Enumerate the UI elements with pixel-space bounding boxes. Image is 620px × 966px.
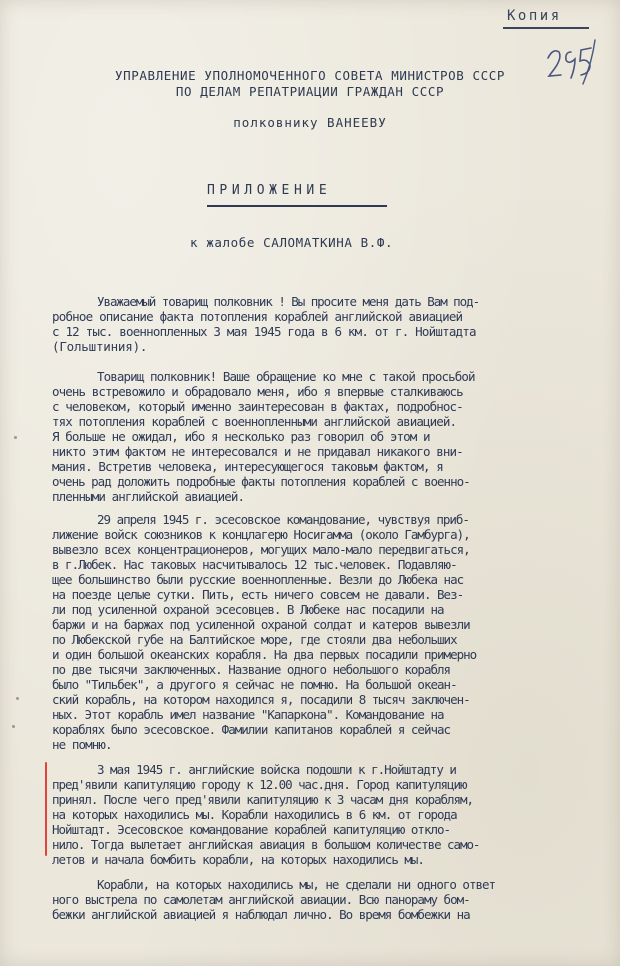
text-line: пленными английской авиацией. bbox=[52, 489, 245, 504]
text-line: нило. Тогда вылетает английская авиация в большом количестве само- bbox=[52, 837, 480, 852]
text-line: Уважаемый товарищ полковник ! Вы просите меня дать Вам под- bbox=[97, 294, 480, 309]
text-line: по две тысячи заключенных. Название одного небольшого корабля bbox=[52, 662, 451, 677]
text-line: по Любекской губе на Балтийское море, где стояли два небольших bbox=[52, 632, 457, 647]
text-line: ных. Этот корабль имел название "Капаркона". Командование на bbox=[52, 707, 444, 722]
text-line: (Гольштиния). bbox=[52, 339, 148, 354]
text-line: кораблях было эсесовское. Фамилии капитанов кораблей я сейчас bbox=[52, 722, 451, 737]
text-line: с человеком, который именно заинтересован в фактах, подробнос- bbox=[52, 399, 463, 414]
appendix-title-underline bbox=[207, 205, 387, 207]
text-line: принял. После чего пред'явили капитуляцию к 3 часам дня кораблям, bbox=[52, 792, 473, 807]
copy-stamp: Копия bbox=[507, 8, 562, 24]
text-line: не помню. bbox=[52, 737, 112, 752]
text-line: 29 апреля 1945 г. эсесовское командование, чувствуя приб- bbox=[97, 512, 469, 527]
text-line: мания. Встретив человека, интересующегося таковым фактом, я bbox=[52, 459, 443, 474]
copy-stamp-underline bbox=[503, 27, 589, 29]
text-line: тях потопления кораблей с военнопленными английской авиацией. bbox=[52, 414, 457, 429]
text-line: Товарищ полковник! Ваше обращение ко мне с такой просьбой bbox=[97, 369, 475, 384]
text-line: баржи и на баржах под усиленной охраной солдат и катеров вывезли bbox=[52, 617, 470, 632]
text-line: с 12 тыс. военнопленных 3 мая 1945 года в 6 км. от г. Нойштадта bbox=[52, 324, 476, 339]
text-line: бежки английской авиацией я наблюдал лично. Во время бомбежки на bbox=[52, 907, 470, 922]
text-line: вывезло всех концентрационеров, могущих мало-мало передвигаться, bbox=[52, 542, 470, 557]
text-line: на поезде целые сутки. Пить, есть ничего совсем не давали. Вез- bbox=[52, 587, 464, 602]
paper-speck bbox=[14, 436, 17, 439]
document-subject: к жалобе САЛОМАТКИНА В.Ф. bbox=[190, 235, 394, 250]
red-margin-mark bbox=[45, 762, 47, 856]
text-line: на которых находились мы. Корабли находились в 6 км. от города bbox=[52, 807, 457, 822]
appendix-title: ПРИЛОЖЕНИЕ bbox=[207, 183, 332, 198]
text-line: очень рад доложить подробные факты потопления кораблей с военно- bbox=[52, 474, 470, 489]
text-line: робное описание факта потопления кораблей английской авиацией bbox=[52, 309, 463, 324]
text-line: летов и начала бомбить корабли, на которых находились мы. bbox=[52, 852, 424, 867]
text-line: пред'явили капитуляцию городу к 12.00 час.дня. Город капитуляцию bbox=[52, 777, 467, 792]
text-line: ский корабль, на котором находился я, посадили 8 тысяч заключен- bbox=[52, 692, 470, 707]
text-line: никто этим фактом не интересовался и не придавал никакого вни- bbox=[52, 444, 463, 459]
text-line: лижение войск союзников к концлагерю Носигамма (около Гамбурга), bbox=[52, 527, 470, 542]
text-line: было "Тильбек", а другого я сейчас не помню. На большой океан- bbox=[52, 677, 457, 692]
paper-speck bbox=[16, 697, 19, 700]
text-line: щее большинство были русские военнопленные. Везли до Любека нас bbox=[52, 572, 464, 587]
paper-speck bbox=[12, 725, 15, 728]
text-line: Я больше не ожидал, ибо я несколько раз говорил об этом и bbox=[52, 429, 430, 444]
text-line: Нойштадт. Эсесовское командование кораблей капитуляцию откло- bbox=[52, 822, 451, 837]
text-line: ного выстрела по самолетам английской авиации. Всю панораму бом- bbox=[52, 892, 470, 907]
addressee: полковнику ВАНЕЕВУ bbox=[233, 115, 387, 130]
text-line: в г.Любек. Нас таковых насчитывалось 12 тыс.человек. Подавляю- bbox=[52, 557, 457, 572]
header-line-2: ПО ДЕЛАМ РЕПАТРИАЦИИ ГРАЖДАН СССР bbox=[175, 84, 445, 99]
header-line-1: УПРАВЛЕНИЕ УПОЛНОМОЧЕННОГО СОВЕТА МИНИСТРОВ СССР bbox=[114, 68, 506, 83]
text-line: и один большой океанских корабля. На два первых посадили примерно bbox=[52, 647, 477, 662]
text-line: 3 мая 1945 г. английские войска подошли к г.Нойштадту и bbox=[97, 762, 456, 777]
text-line: очень встревожило и обрадовало меня, ибо я впервые сталкиваюсь bbox=[52, 384, 463, 399]
text-line: ли под усиленной охраной эсесовцев. В Любеке нас посадили на bbox=[52, 602, 444, 617]
text-line: Корабли, на которых находились мы, не сделали ни одного ответ bbox=[97, 877, 496, 892]
